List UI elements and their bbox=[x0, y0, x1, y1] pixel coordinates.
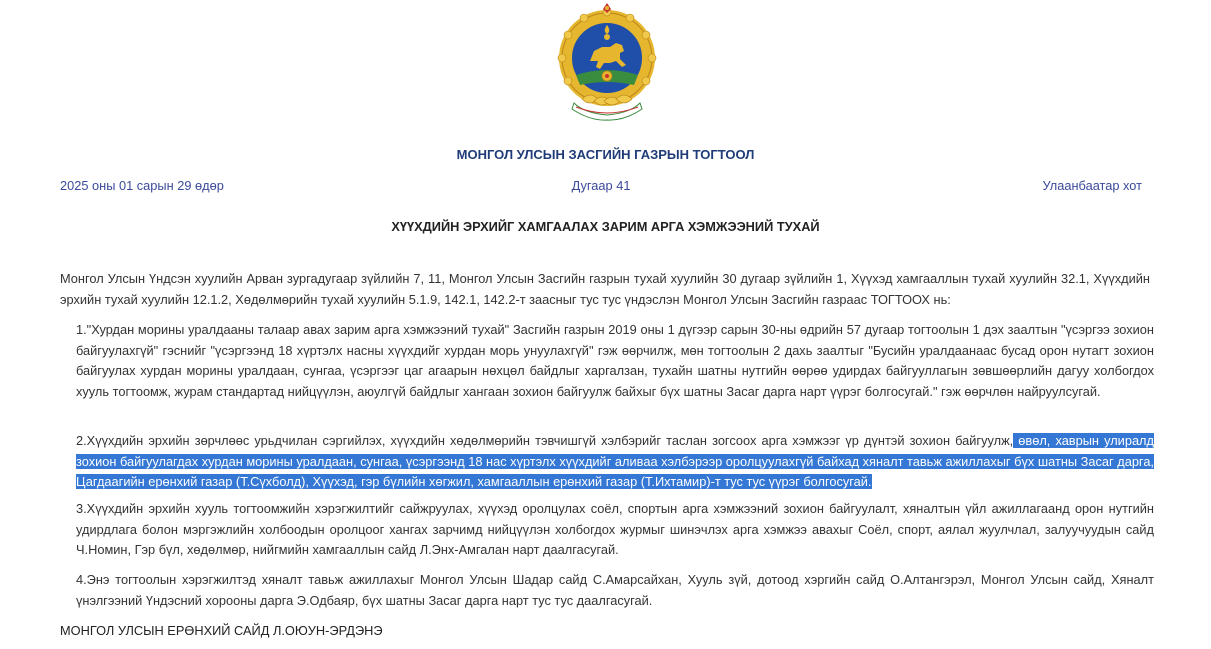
document-preamble: Монгол Улсын Үндсэн хуулийн Арван зургадугаар зүйлийн 7, 11, Монгол Улсын Засгийн газрын тухай хуулийн 30 дугаар зүйлийн 1, Хүүхэд хамгааллын тухай хуулийн 32.1, Хүүхдийн эрхийн тухай хуулийн 12.1.2, Хөдөлмөрийн тухай хуулийн 5.1.9, 142.1, 142.2-т заасныг тус тус үндэслэн Монгол Улсын Засгийн газраас ТОГТООХ нь: bbox=[60, 271, 1150, 307]
selected-text-highlight[interactable]: өвөл, хаврын улиралд зохион байгуулагдах хурдан морины уралдаан, сунгаа, үсэргээнд 18 нас хүртэлх хүүхдийг аливаа хэлбэрээр оролцуулахгүй байхад хяналт тавьж ажиллахыг бүх шатны Засаг дарга, Цагдаагийн ерөнхий газар (Т.Сүхболд), Хүүхэд, гэр бүлийн хөгжил, хамгааллын ерөнхий газар (Т.Ихтамир)-т тус тус үүрэг болгосугай. bbox=[76, 433, 1154, 489]
document-meta-row bbox=[60, 178, 1142, 196]
mongolia-state-emblem-icon bbox=[554, 3, 660, 121]
document-date: 2025 оны 01 сарын 29 өдөр bbox=[60, 178, 224, 193]
resolution-item-2-text: 2.Хүүхдийн эрхийн зөрчлөөс урьдчилан сэргийлэх, хүүхдийн хөдөлмөрийн тэвчишгүй хэлбэрийг таслан зогсоох арга хэмжээг үр дүнтэй зохион байгуулж, bbox=[76, 433, 1014, 448]
document-title: МОНГОЛ УЛСЫН ЗАСГИЙН ГАЗРЫН ТОГТООЛ bbox=[456, 147, 755, 162]
resolution-item-2 bbox=[76, 431, 1154, 493]
document-place: Улаанбаатар хот bbox=[1042, 178, 1142, 193]
document-number: Дугаар 41 bbox=[571, 178, 631, 193]
resolution-item-3: 3.Хүүхдийн эрхийн хууль тогтоомжийн хэрэгжилтийг сайжруулах, хүүхэд оролцулах соёл, спортын арга хэмжээний зохион байгуулалт, хяналтын үйл ажиллагаанд орон нутгийн удирдлага болон мэргэжлийн холбоодын оролцоог хангах зарчимд нийцүүлэн холбогдох журмыг шинэчлэх арга хэмжээ авахыг Соёл, спорт, аялал жуулчлал, залуучуудын сайд Ч.Номин, Гэр бүл, хөдөлмөр, нийгмийн хамгааллын сайд Л.Энх-Амгалан нарт даалгасугай. bbox=[76, 501, 1154, 557]
resolution-item-4: 4.Энэ тогтоолын хэрэгжилтэд хяналт тавьж ажиллахыг Монгол Улсын Шадар сайд С.Амарсайхан, Хууль зүй, дотоод хэргийн сайд О.Алтангэрэл, Монгол Улсын сайд, Хяналт үнэлгээний Үндэсний хорооны дарга Э.Одбаяр, бүх шатны Засаг дарга нарт тус тус даалгасугай. bbox=[76, 572, 1154, 608]
signature-line: МОНГОЛ УЛСЫН ЕРӨНХИЙ САЙД Л.ОЮУН-ЭРДЭНЭ bbox=[60, 623, 383, 638]
document-subject: ХҮҮХДИЙН ЭРХИЙГ ХАМГААЛАХ ЗАРИМ АРГА ХЭМЖЭЭНИЙ ТУХАЙ bbox=[391, 219, 820, 234]
resolution-item-1: 1."Хурдан морины уралдааны талаар авах зарим арга хэмжээний тухай" Засгийн газрын 2019 оны 1 дүгээр сарын 30-ны өдрийн 57 дугаар тогтоолын 1 дэх заалтын "үсэргээ зохион байгуулахгүй" гэснийг "үсэргээнд 18 хүртэлх насны хүүхдийг хурдан морь унуулахгүй" гэж өөрчилж, мөн тогтоолын 2 дахь заалтыг "Бусийн уралдаанаас бусад орон нутагт зохион байгуулах хурдан морины уралдаан, сунгаа, үсэргээг цаг агаарын нөхцөл байдлыг харгалзан, тухайн шатны нутгийн өөрөө удирдах байгууллагын зөвшөөрлийн дагуу холбогдох хууль тогтоомж, журам стандартад нийцүүлэн, аюулгүй байдлыг хангаан зохион байгуулж байхыг бүх шатны Засаг дарга нарт үүрэг болгосугай." гэж өөрчлөн найруулсугай. bbox=[76, 322, 1154, 399]
